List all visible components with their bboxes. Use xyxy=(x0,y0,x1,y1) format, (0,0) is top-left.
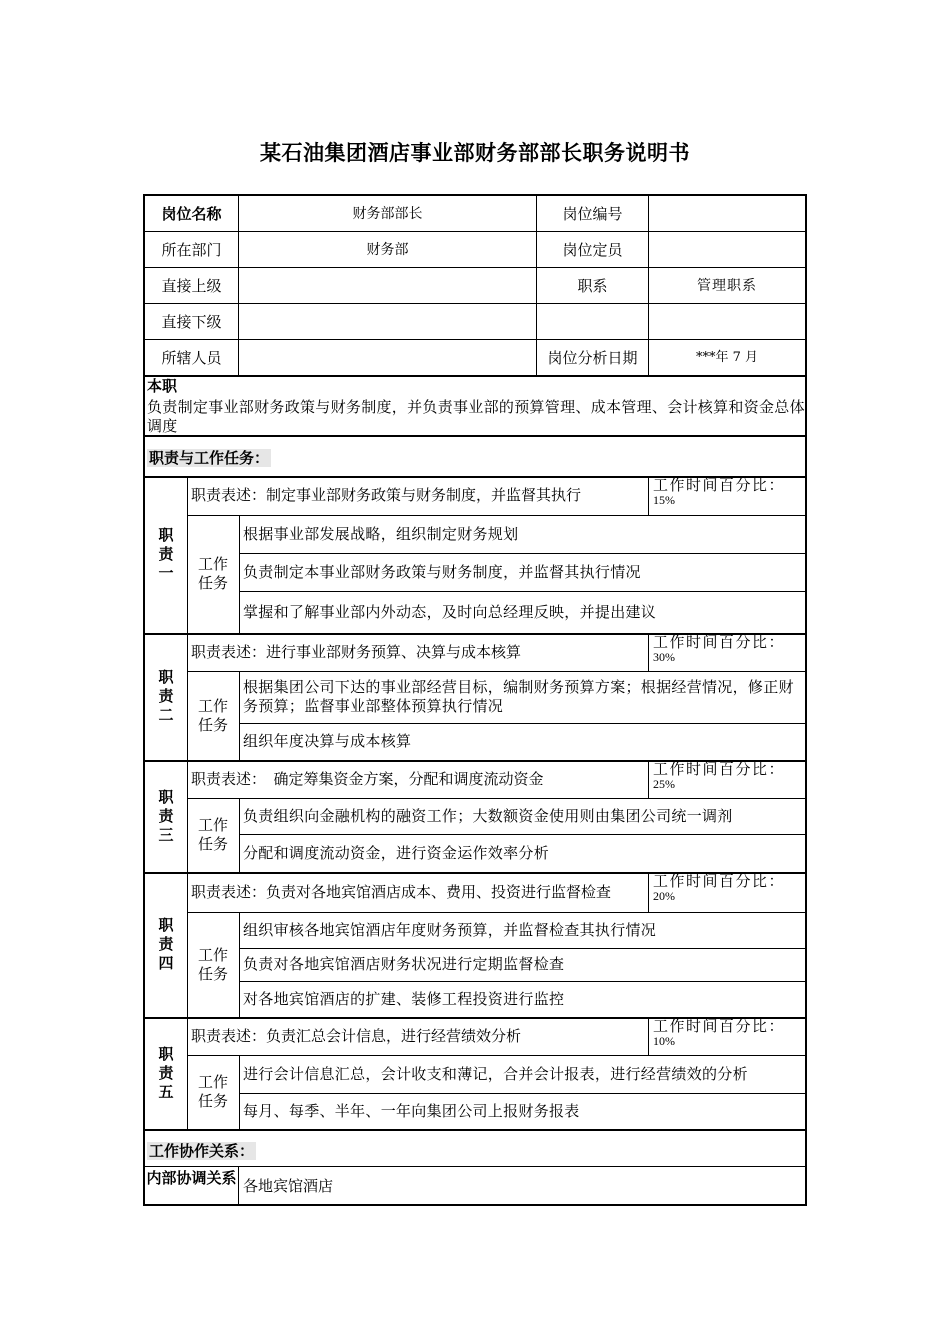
task-item: 负责制定本事业部财务政策与财务制度，并监督其执行情况 xyxy=(243,562,641,581)
percentage-label: 工作时间百分比： xyxy=(653,760,786,778)
percentage-value: 30% xyxy=(653,650,675,664)
document-title: 某石油集团酒店事业部财务部部长职务说明书 xyxy=(260,141,690,165)
summary-text: 负责制定事业部财务政策与财务制度，并负责事业部的预算管理、成本管理、会计核算和资金总体调度 xyxy=(147,398,805,435)
task-label: 工作任务 xyxy=(197,555,228,592)
task-item: 每月、每季、半年、一年向集团公司上报财务报表 xyxy=(243,1101,580,1120)
duty-name: 职责四 xyxy=(158,916,174,972)
duty-name: 职责二 xyxy=(158,668,174,724)
duty-time-percentage xyxy=(649,761,805,798)
duty-statement: 职责表述：负责对各地宾馆酒店成本、费用、投资进行监督检查 xyxy=(191,882,612,901)
label-direct-subordinate: 直接下级 xyxy=(161,312,222,331)
label-department: 所在部门 xyxy=(161,240,222,259)
task-item: 掌握和了解事业部内外动态，及时向总经理反映，并提出建议 xyxy=(243,602,657,621)
value-department: 财务部 xyxy=(366,241,409,258)
task-item: 组织年度决算与成本核算 xyxy=(243,732,412,750)
value-analysis-date: ***年 7 月 xyxy=(695,349,759,365)
value-position-code xyxy=(649,196,805,231)
label-staff: 所辖人员 xyxy=(161,348,222,367)
label-direct-superior: 直接上级 xyxy=(161,276,222,295)
internal-coordination-value: 各地宾馆酒店 xyxy=(243,1177,334,1195)
task-label: 工作任务 xyxy=(197,1073,228,1110)
duty-name: 职责五 xyxy=(158,1044,174,1101)
duty-name: 职责三 xyxy=(158,787,174,844)
task-item: 负责对各地宾馆酒店财务状况进行定期监督检查 xyxy=(243,955,565,973)
value-headcount xyxy=(649,232,805,267)
summary-heading: 本职 xyxy=(147,377,178,395)
duty-time-percentage xyxy=(649,634,805,671)
duty-name: 职责一 xyxy=(158,526,174,582)
task-item: 分配和调度流动资金，进行资金运作效率分析 xyxy=(243,843,550,862)
label-analysis-date: 岗位分析日期 xyxy=(547,348,638,367)
value-job-series: 管理职系 xyxy=(697,277,757,294)
value-position-name: 财务部部长 xyxy=(352,205,423,222)
percentage-value: 15% xyxy=(653,493,675,507)
task-label: 工作任务 xyxy=(197,945,228,983)
task-item: 根据集团公司下达的事业部经营目标，编制财务预算方案；根据经营情况，修正财务预算；监督事业部整体预算执行情况 xyxy=(243,678,794,715)
value-direct-subordinate xyxy=(239,304,536,339)
label-position-name: 岗位名称 xyxy=(161,204,222,223)
duties-heading: 职责与工作任务： xyxy=(149,449,270,467)
label-headcount: 岗位定员 xyxy=(562,240,623,259)
percentage-value: 25% xyxy=(653,777,675,791)
value-direct-superior xyxy=(239,268,536,303)
value-staff xyxy=(239,340,536,375)
task-item: 根据事业部发展战略，组织制定财务规划 xyxy=(243,524,519,543)
percentage-value: 20% xyxy=(653,889,675,903)
collab-heading: 工作协作关系： xyxy=(149,1142,255,1160)
percentage-label: 工作时间百分比： xyxy=(653,1017,786,1035)
empty-cell xyxy=(537,304,648,339)
percentage-label: 工作时间百分比： xyxy=(653,872,786,890)
duty-time-percentage xyxy=(649,873,805,912)
duty-time-percentage xyxy=(649,1018,805,1055)
task-label: 工作任务 xyxy=(197,696,228,734)
duty-statement: 职责表述：进行事业部财务预算、决算与成本核算 xyxy=(191,642,522,661)
duty-statement: 职责表述：制定事业部财务政策与财务制度，并监督其执行 xyxy=(191,486,582,504)
percentage-label: 工作时间百分比： xyxy=(653,476,786,494)
duty-statement: 职责表述： 确定筹集资金方案，分配和调度流动资金 xyxy=(191,769,544,788)
label-job-series: 职系 xyxy=(577,276,608,295)
percentage-value: 10% xyxy=(653,1034,675,1048)
task-label: 工作任务 xyxy=(197,816,228,853)
percentage-label: 工作时间百分比： xyxy=(653,633,786,651)
task-item: 负责组织向金融机构的融资工作；大数额资金使用则由集团公司统一调剂 xyxy=(243,806,733,825)
task-item: 对各地宾馆酒店的扩建、装修工程投资进行监控 xyxy=(243,989,565,1008)
empty-cell xyxy=(649,304,805,339)
label-position-code: 岗位编号 xyxy=(562,204,623,223)
duty-statement: 职责表述：负责汇总会计信息，进行经营绩效分析 xyxy=(191,1026,522,1045)
task-item: 组织审核各地宾馆酒店年度财务预算，并监督检查其执行情况 xyxy=(243,920,657,939)
task-item: 进行会计信息汇总，会计收支和薄记，合并会计报表，进行经营绩效的分析 xyxy=(243,1064,748,1083)
duty-time-percentage xyxy=(649,477,805,515)
job-description-table xyxy=(143,194,807,1206)
internal-coordination-label: 内部协调关系 xyxy=(146,1169,237,1187)
